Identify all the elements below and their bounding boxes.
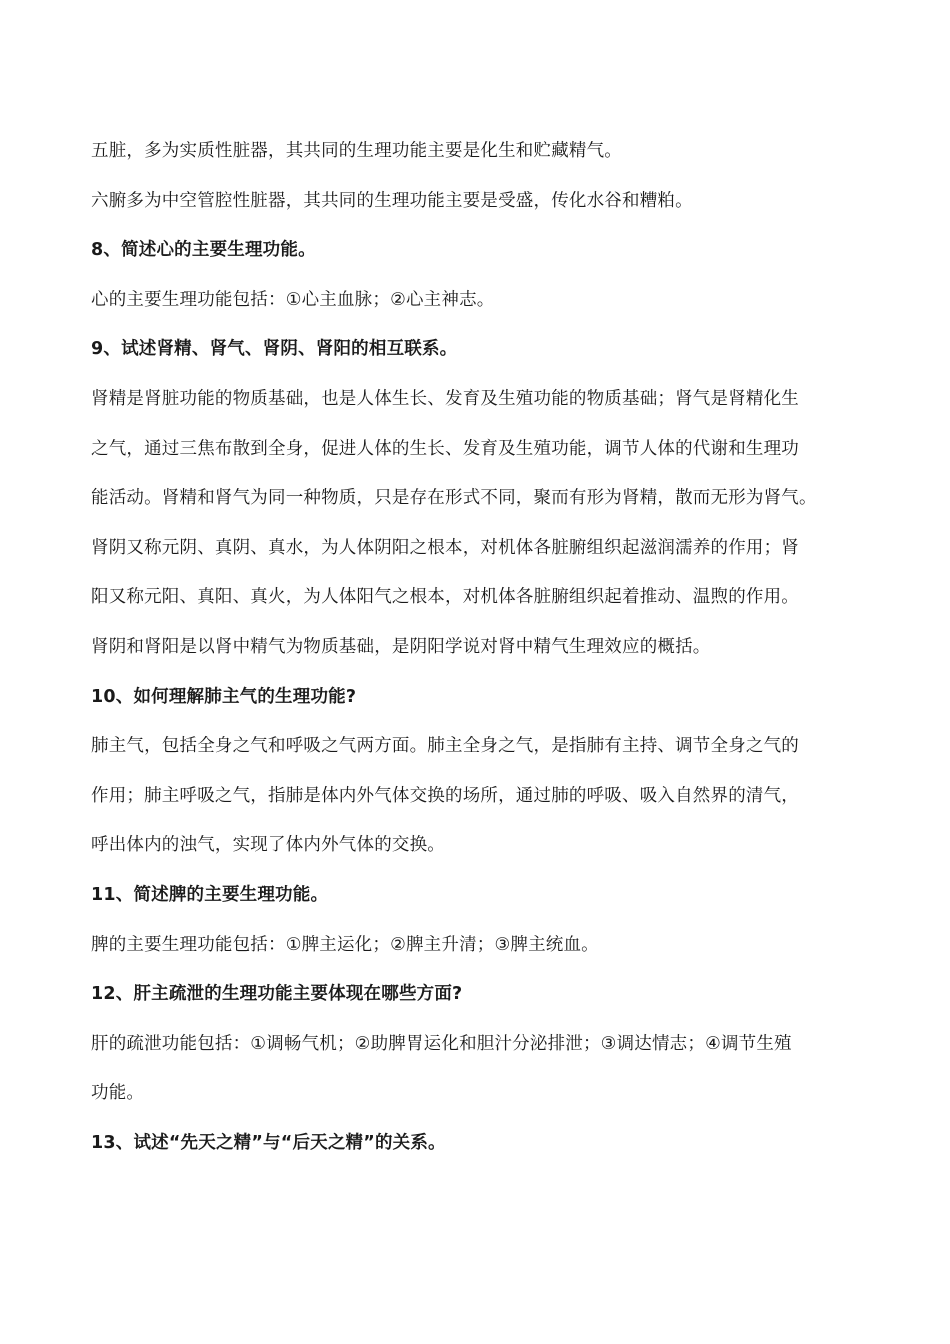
text-line: 能活动。肾精和肾气为同一种物质，只是存在形式不同，聚而有形为肾精，散而无形为肾气。: [91, 488, 817, 509]
question-heading: 10、如何理解肺主气的生理功能?: [91, 686, 357, 707]
question-heading: 8、简述心的主要生理功能。: [91, 240, 316, 261]
question-heading: 13、试述“先天之精”与“后天之精”的关系。: [91, 1132, 446, 1153]
question-heading: 9、试述肾精、肾气、肾阴、肾阳的相互联系。: [91, 339, 458, 360]
text-line: 五脏，多为实质性脏器，其共同的生理功能主要是化生和贮藏精气。: [91, 141, 622, 161]
text-line: 功能。: [91, 1083, 145, 1104]
text-line: 肾精是肾脏功能的物质基础，也是人体生长、发育及生殖功能的物质基础；肾气是肾精化生: [91, 388, 799, 409]
text-line: 阳又称元阳、真阳、真火，为人体阳气之根本，对机体各脏腑组织起着推动、温煦的作用。: [91, 587, 799, 608]
text-line: 肺主气，包括全身之气和呼吸之气两方面。肺主全身之气，是指肺有主持、调节全身之气的: [91, 736, 799, 757]
question-heading: 12、肝主疏泄的生理功能主要体现在哪些方面?: [91, 984, 463, 1005]
text-line: 六腑多为中空管腔性脏器，其共同的生理功能主要是受盛，传化水谷和糟粕。: [91, 190, 693, 211]
question-heading: 11、简述脾的主要生理功能。: [91, 884, 329, 905]
text-line: 脾的主要生理功能包括：①脾主运化；②脾主升清；③脾主统血。: [91, 934, 599, 955]
text-line: 肝的疏泄功能包括：①调畅气机；②助脾胃运化和胆汁分泌排泄；③调达情志；④调节生殖: [91, 1033, 792, 1054]
text-line: 之气，通过三焦布散到全身，促进人体的生长、发育及生殖功能，调节人体的代谢和生理功: [91, 438, 799, 459]
text-line: 作用；肺主呼吸之气，指肺是体内外气体交换的场所，通过肺的呼吸、吸入自然界的清气，: [91, 785, 799, 806]
document-body: [91, 127, 871, 1168]
text-line: 心的主要生理功能包括：①心主血脉；②心主神志。: [91, 289, 495, 310]
text-line: 呼出体内的浊气，实现了体内外气体的交换。: [91, 835, 445, 856]
text-line: 肾阴又称元阴、真阴、真水，为人体阴阳之根本，对机体各脏腑组织起滋润濡养的作用；肾: [91, 537, 799, 558]
text-line: 肾阴和肾阳是以肾中精气为物质基础，是阴阳学说对肾中精气生理效应的概括。: [91, 636, 711, 657]
